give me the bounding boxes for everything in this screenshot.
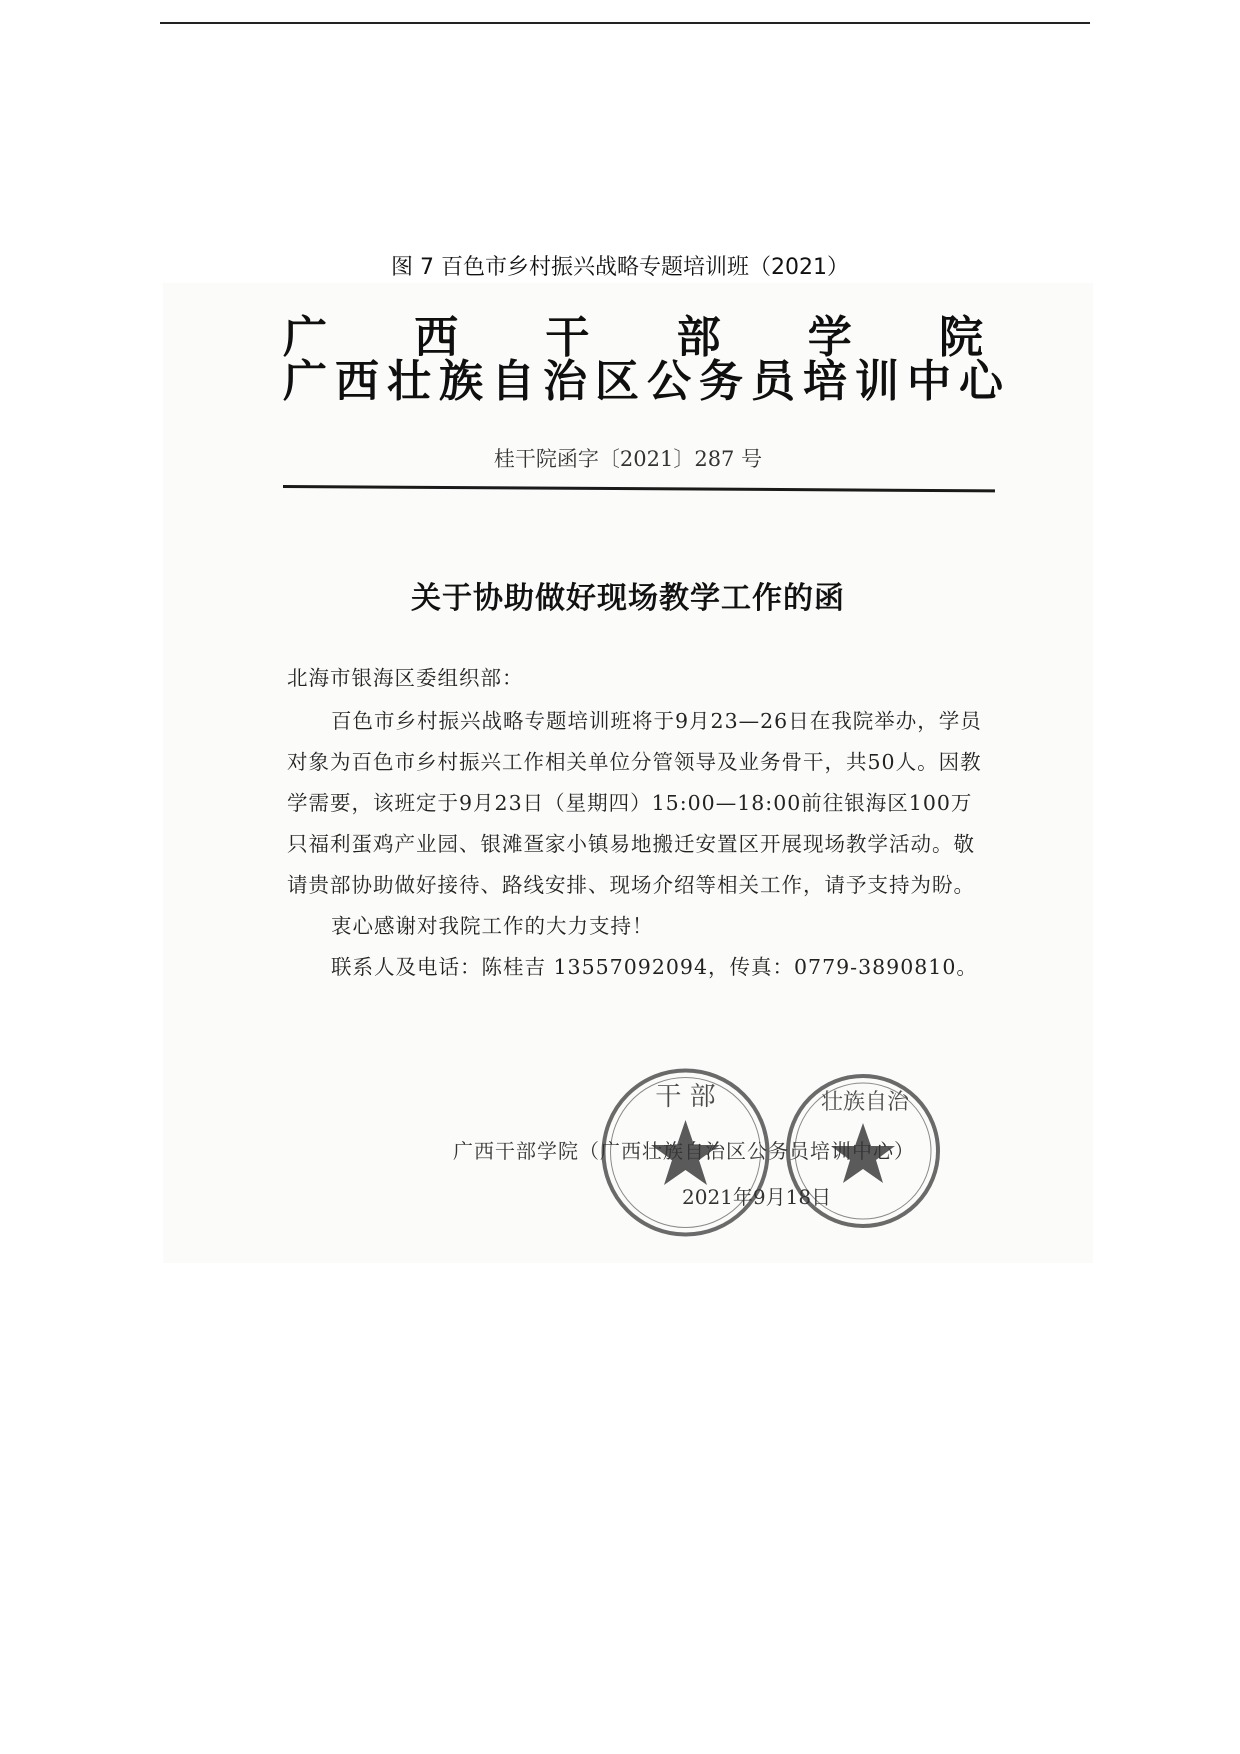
letterhead-char: 西 (414, 312, 459, 363)
body-paragraph: 衷心感谢对我院工作的大力支持！ (331, 914, 654, 938)
svg-text:干 部: 干 部 (655, 1082, 716, 1112)
figure-caption: 图 7 百色市乡村振兴战略专题培训班（2021） (391, 255, 849, 280)
letterhead-char: 学 (807, 312, 852, 363)
letter-body (287, 701, 987, 988)
scanned-letter (163, 283, 1093, 1263)
letter-date: 2021年9月18日 (682, 1185, 832, 1209)
body-paragraph: 百色市乡村振兴战略专题培训班将于9月23—26日在我院举办，学员对象为百色市乡村振兴工作相关单位分管领导及业务骨干，共50人。因教学需要，该班定于9月23日（星期四）15:00—18:00前往银海区100万只福利蛋鸡产业园、银滩疍家小镇易地搬迁安置区开展现场教学活动。敬请贵部协助做好接待、路线安排、现场介绍等相关工作，请予支持为盼。 (287, 709, 982, 897)
letterhead-rule (283, 485, 995, 492)
addressee: 北海市银海区委组织部： (287, 666, 524, 690)
signature-line: 广西干部学院（广西壮族自治区公务员培训中心） (453, 1139, 915, 1163)
document-number: 桂干院函字〔2021〕287 号 (493, 447, 763, 471)
letterhead-char: 院 (938, 312, 983, 363)
letterhead-char: 广 (283, 312, 327, 363)
top-rule (160, 22, 1090, 24)
letterhead-char: 干 (545, 312, 590, 363)
letter-title: 关于协助做好现场教学工作的函 (411, 581, 845, 616)
letterhead-char: 部 (676, 312, 721, 363)
contact-line: 联系人及电话：陈桂吉 13557092094，传真：0779-3890810。 (331, 955, 978, 979)
svg-text:壮族自治: 壮族自治 (820, 1090, 910, 1115)
letterhead-line2: 广西壮族自治区公务员培训中心 (283, 356, 1011, 407)
